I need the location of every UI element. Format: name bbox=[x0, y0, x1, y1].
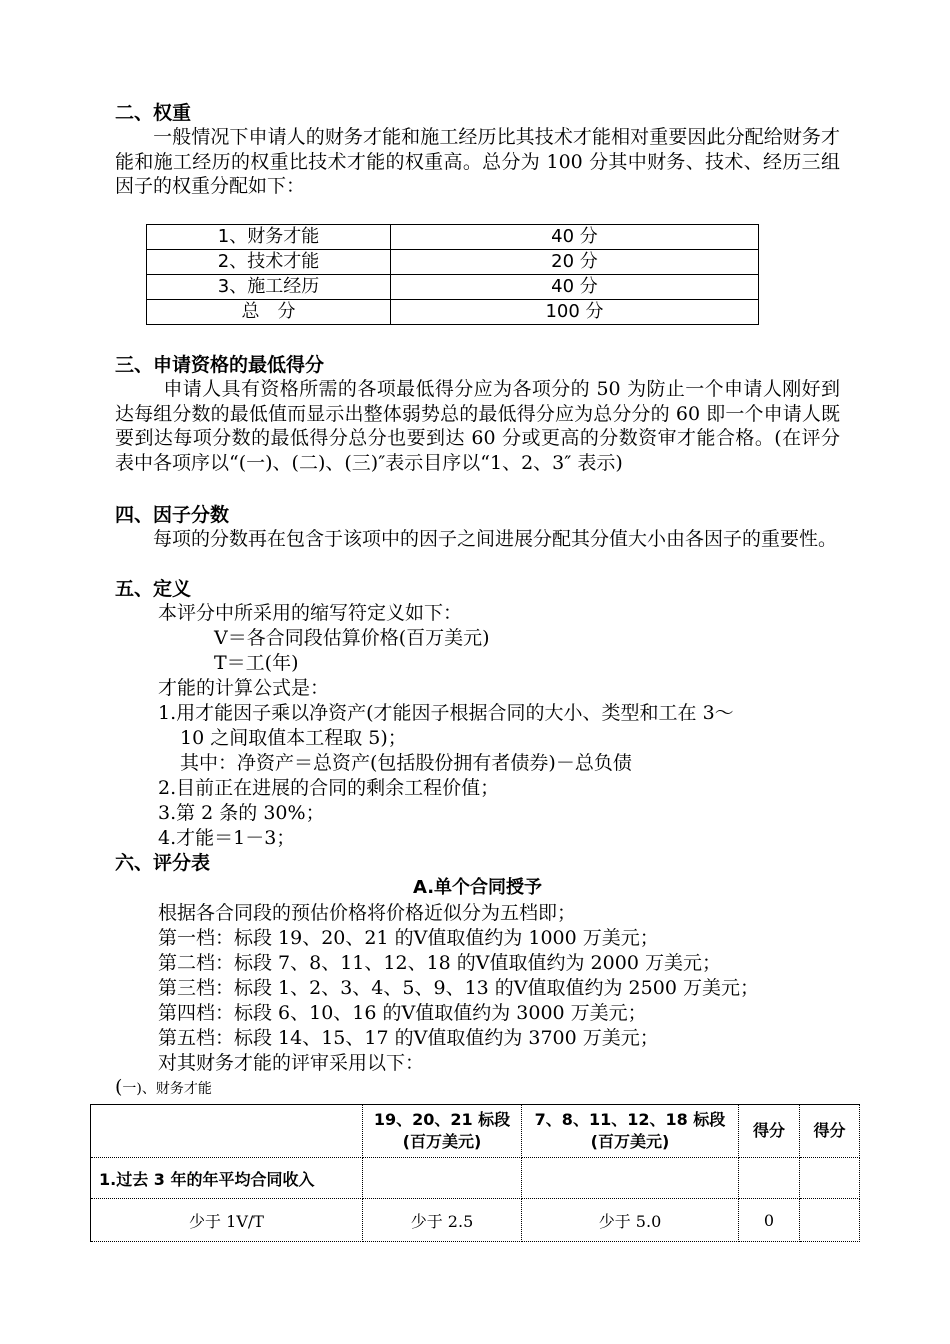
weights-score: 100 分 bbox=[391, 300, 759, 325]
formula-item-1a: 1.用才能因子乘以净资产(才能因子根据合同的大小、类型和工在 3～ bbox=[158, 702, 734, 724]
header-col-3-line-2: (百万美元) bbox=[590, 1132, 670, 1151]
tier-line: 第一档：标段 19、20、21 的Ⅴ值取值约为 1000 万美元； bbox=[158, 927, 659, 949]
header-col-5: 得分 bbox=[800, 1105, 860, 1158]
formula-item-1c: 其中：净资产＝总资产(包括股份拥有者债券)－总负债 bbox=[180, 752, 632, 774]
definition-t: T＝工(年) bbox=[214, 652, 299, 674]
weights-row bbox=[147, 250, 759, 275]
section-3-paragraph bbox=[115, 377, 840, 475]
header-col-2-line-2: (百万美元) bbox=[402, 1132, 482, 1151]
weights-name: 1、财务才能 bbox=[147, 225, 391, 250]
weights-score: 40 分 bbox=[391, 275, 759, 300]
formula-item-4: 4.才能＝1－3； bbox=[158, 827, 296, 849]
tier-line: 第四档：标段 6、10、16 的Ⅴ值取值约为 3000 万美元； bbox=[158, 1002, 647, 1024]
row-label: 1.过去 3 年的年平均合同收入 bbox=[91, 1158, 363, 1199]
tier-line: 第五档：标段 14、15、17 的Ⅴ值取值约为 3700 万美元； bbox=[158, 1027, 659, 1049]
header-col-3 bbox=[522, 1105, 739, 1158]
table-cell: 少于 1V/T bbox=[91, 1199, 363, 1242]
table-cell bbox=[739, 1158, 800, 1199]
weights-row bbox=[147, 275, 759, 300]
section-2-text: 一般情况下申请人的财务才能和施工经历比其技术才能相对重要因此分配给财务才能和施工经历的权重比技术才能的权重高。总分为 100 分其中财务、技术、经历三组因子的权重分配如下： bbox=[115, 126, 840, 197]
tier-outro: 对其财务才能的评审采用以下： bbox=[158, 1052, 425, 1074]
section-4-paragraph bbox=[115, 527, 840, 552]
weights-name: 2、技术才能 bbox=[147, 250, 391, 275]
header-col-3-line-1: 7、8、11、12、18 标段 bbox=[534, 1110, 726, 1129]
weights-row bbox=[147, 300, 759, 325]
weights-score: 20 分 bbox=[391, 250, 759, 275]
section-3-heading: 三、申请资格的最低得分 bbox=[115, 354, 325, 376]
table-cell: 0 bbox=[739, 1199, 800, 1242]
weights-name: 总 分 bbox=[147, 300, 391, 325]
section-4-text: 每项的分数再在包含于该项中的因子之间进展分配其分值大小由各因子的重要性。 bbox=[153, 528, 838, 550]
table-cell: 少于 5.0 bbox=[522, 1199, 739, 1242]
header-col-4: 得分 bbox=[739, 1105, 800, 1158]
formula-item-3: 3.第 2 条的 30%； bbox=[158, 802, 325, 824]
tier-intro: 根据各合同段的预估价格将价格近似分为五档即； bbox=[158, 902, 577, 924]
formula-item-1b: 10 之间取值本工程取 5)； bbox=[180, 727, 407, 749]
section-6-heading: 六、评分表 bbox=[115, 852, 211, 874]
formula-title: 才能的计算公式是： bbox=[158, 677, 330, 699]
section-2-heading: 二、权重 bbox=[115, 102, 192, 124]
section-4-heading: 四、因子分数 bbox=[115, 504, 230, 526]
tier-line: 第二档：标段 7、8、11、12、18 的Ⅴ值取值约为 2000 万美元； bbox=[158, 952, 721, 974]
formula-item-2: 2.目前正在进展的合同的剩余工程价值； bbox=[158, 777, 500, 799]
score-header-row bbox=[91, 1105, 860, 1158]
table-cell bbox=[800, 1199, 860, 1242]
financial-capability-label bbox=[115, 1077, 212, 1099]
weights-table bbox=[146, 224, 759, 325]
section-5-heading: 五、定义 bbox=[115, 578, 192, 600]
header-col-2 bbox=[363, 1105, 522, 1158]
score-table bbox=[90, 1104, 860, 1242]
tier-line: 第三档：标段 1、2、3、4、5、9、13 的Ⅴ值取值约为 2500 万美元； bbox=[158, 977, 759, 999]
table-row bbox=[91, 1158, 860, 1199]
weights-row bbox=[147, 225, 759, 250]
table-cell bbox=[800, 1158, 860, 1199]
weights-name: 3、施工经历 bbox=[147, 275, 391, 300]
definition-v: V＝各合同段估算价格(百万美元) bbox=[214, 627, 490, 649]
section-2-paragraph bbox=[115, 125, 840, 199]
table-cell bbox=[522, 1158, 739, 1199]
section-3-text: 申请人具有资格所需的各项最低得分应为各项分的 50 为防止一个申请人刚好到达每组分数的最低值而显示出整体弱势总的最低得分应为总分分的 60 即一个申请人既要到达每项分数的最低得分总分也要到达 60 分或更高的分数资审才能合格。(在评分表中各项序以“(一)、(二)、(三)″表示目序以“1、2、3″ 表示) bbox=[115, 378, 840, 474]
table-cell: 少于 2.5 bbox=[363, 1199, 522, 1242]
label-paren: ( bbox=[115, 1076, 123, 1098]
label-text: 一)、财务才能 bbox=[122, 1081, 212, 1097]
definition-intro: 本评分中所采用的缩写符定义如下： bbox=[158, 602, 463, 624]
header-empty-cell bbox=[91, 1105, 363, 1158]
weights-score: 40 分 bbox=[391, 225, 759, 250]
table-row bbox=[91, 1199, 860, 1242]
header-col-2-line-1: 19、20、21 标段 bbox=[373, 1110, 511, 1129]
subsection-title: A.单个合同授予 bbox=[412, 877, 543, 898]
table-cell bbox=[363, 1158, 522, 1199]
